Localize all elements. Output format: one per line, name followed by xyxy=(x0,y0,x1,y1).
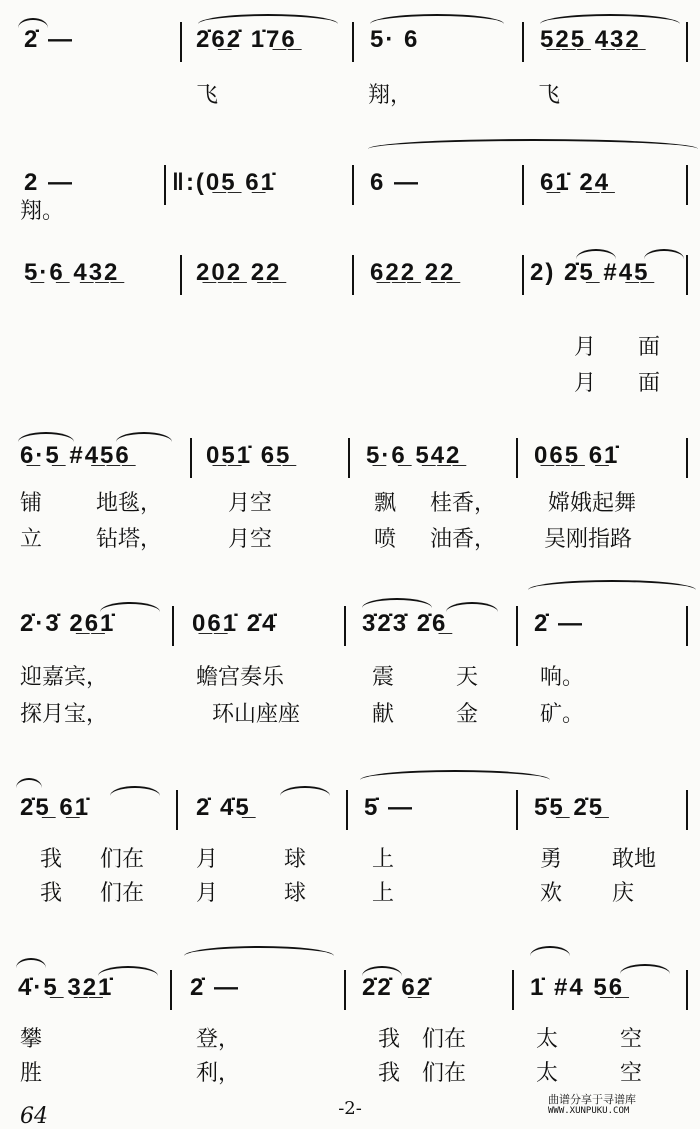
measure: 2̇·3̇ 2̲6̲1̇ xyxy=(20,610,116,637)
lyric: 面 xyxy=(638,371,661,396)
lyric: 响。 xyxy=(540,665,585,690)
slur xyxy=(16,778,42,788)
measure: 2̇5̲ 6̲1̇ xyxy=(20,794,91,821)
slur xyxy=(280,786,330,796)
measure: 6̲1̇ 2̲4̲ xyxy=(540,169,611,196)
lyric: 上 xyxy=(372,847,395,872)
slur xyxy=(16,958,46,968)
lyric: 们在 xyxy=(100,847,145,872)
lyric: 胜 xyxy=(20,1061,43,1086)
measure: 0̲5̲1̇ 6̲5̲ xyxy=(206,442,292,469)
slur xyxy=(18,432,74,442)
lyric-line xyxy=(0,330,700,360)
lyric: 空 xyxy=(620,1027,643,1052)
lyric: 空 xyxy=(620,1061,643,1086)
slur xyxy=(362,598,432,608)
lyric: 嫦娥起舞 xyxy=(548,491,637,516)
measure: 6 — xyxy=(370,169,421,196)
score-system-6 xyxy=(0,790,700,826)
lyric-line xyxy=(0,78,700,108)
measure: 2̇2̇ 6̲2̇ xyxy=(362,974,433,1001)
slur xyxy=(370,14,504,24)
lyric: 登， xyxy=(196,1027,241,1052)
lyric: 地毯， xyxy=(96,491,163,516)
lyric: 们在 xyxy=(422,1027,467,1052)
measure: 5̇5̲ 2̇5̲ xyxy=(534,794,605,821)
measure: 5̲·6̲ 5̲4̲2̲ xyxy=(366,442,462,469)
bar-line xyxy=(172,606,174,646)
lyric: 吴刚指路 xyxy=(544,527,633,552)
lyric: 探月宝， xyxy=(20,702,109,727)
slur xyxy=(576,249,616,259)
bar-line xyxy=(686,22,688,62)
measure: 0̲6̲1̇ 2̇4̇ xyxy=(192,610,278,637)
measure: 5̲·6̲ 4̲3̲2̲ xyxy=(24,259,120,286)
measure: 3̇2̇3̇ 2̇6̲ xyxy=(362,610,448,637)
lyric: 油香， xyxy=(430,527,497,552)
measure: 2̇ 4̇5̲ xyxy=(196,794,251,821)
measure: 2̇ — xyxy=(534,610,585,637)
bar-line xyxy=(170,970,172,1010)
lyric-line xyxy=(0,522,700,552)
lyric-line xyxy=(0,366,700,396)
lyric: 月空 xyxy=(228,527,273,552)
lyric: 球 xyxy=(284,881,307,906)
lyric: 翔， xyxy=(368,83,413,108)
bar-line xyxy=(346,790,348,830)
lyric: 铺 xyxy=(20,491,43,516)
lyric: 上 xyxy=(372,881,395,906)
lyric: 月 xyxy=(574,335,597,360)
bar-line xyxy=(686,255,688,295)
lyric: 月 xyxy=(196,881,219,906)
lyric: 面 xyxy=(638,335,661,360)
lyric: 飞 xyxy=(196,83,219,108)
lyric: 桂香， xyxy=(430,491,497,516)
lyric: 们在 xyxy=(422,1061,467,1086)
slur xyxy=(368,139,698,149)
lyric: 月 xyxy=(574,371,597,396)
bar-line xyxy=(686,438,688,478)
lyric: 我 xyxy=(40,847,63,872)
bar-line xyxy=(344,606,346,646)
bar-line xyxy=(522,255,524,295)
slur xyxy=(530,946,570,956)
lyric: 太 xyxy=(536,1027,559,1052)
slur xyxy=(116,432,172,442)
measure: 2) 2̇5̲ #4̲5̲ xyxy=(530,259,650,286)
lyric-line xyxy=(0,486,700,516)
lyric: 欢 xyxy=(540,881,563,906)
measure: 6̲2̲2̲ 2̲2̲ xyxy=(370,259,456,286)
slur xyxy=(184,946,334,956)
bar-line xyxy=(348,438,350,478)
lyric-line xyxy=(0,1056,700,1086)
lyric: 敢地 xyxy=(612,847,657,872)
lyric: 球 xyxy=(284,847,307,872)
score-system-7 xyxy=(0,970,700,1006)
measure: 6̲·5̲ #4̲5̲6̲ xyxy=(20,442,131,469)
lyric-line xyxy=(0,1022,700,1052)
slur xyxy=(198,14,338,24)
bar-line xyxy=(686,606,688,646)
measure: 2 — xyxy=(24,169,75,196)
slur xyxy=(360,770,550,780)
lyric-line xyxy=(0,876,700,906)
score-system-5 xyxy=(0,606,700,642)
lyric: 太 xyxy=(536,1061,559,1086)
lyric: 勇 xyxy=(540,847,563,872)
bar-line xyxy=(686,970,688,1010)
measure: 4̇·5̲ 3̲2̲1̇ xyxy=(18,974,114,1001)
lyric: 迎嘉宾， xyxy=(20,665,109,690)
score-system-4 xyxy=(0,438,700,474)
bar-line xyxy=(176,790,178,830)
lyric: 庆 xyxy=(612,881,635,906)
bar-line xyxy=(344,970,346,1010)
lyric: 震 xyxy=(372,665,395,690)
measure: ‖:(0̲5̲ 6̲1̇ xyxy=(172,169,276,196)
bar-line xyxy=(352,22,354,62)
lyric-line xyxy=(0,660,700,690)
measure: 2̇ — xyxy=(24,26,75,53)
lyric: 蟾宫奏乐 xyxy=(196,665,285,690)
bar-line xyxy=(180,255,182,295)
lyric: 我 xyxy=(378,1027,401,1052)
page-number: -2- xyxy=(338,1098,362,1119)
bar-line xyxy=(686,790,688,830)
lyric-line xyxy=(0,842,700,872)
lyric: 飞 xyxy=(538,83,561,108)
measure: 0̲6̲5̲ 6̲1̇ xyxy=(534,442,620,469)
bar-line xyxy=(516,606,518,646)
lyric: 立 xyxy=(20,527,43,552)
measure: 5̲2̲5̲ 4̲3̲2̲ xyxy=(540,26,641,53)
measure: 5̇ — xyxy=(364,794,415,821)
bar-line xyxy=(522,22,524,62)
lyric: 献 xyxy=(372,702,395,727)
lyric-line xyxy=(0,194,700,224)
slur xyxy=(528,580,696,590)
watermark-title: 曲谱分享于寻谱库 xyxy=(548,1093,636,1106)
lyric: 攀 xyxy=(20,1027,43,1052)
lyric: 天 xyxy=(456,665,479,690)
bar-line xyxy=(512,970,514,1010)
slur xyxy=(644,249,684,259)
measure: 1̇ #4 5̲6̲ xyxy=(530,974,625,1001)
slur xyxy=(620,964,670,974)
lyric: 喷 xyxy=(374,527,397,552)
lyric-line xyxy=(0,697,700,727)
lyric: 们在 xyxy=(100,881,145,906)
slur xyxy=(446,602,498,612)
lyric: 飘 xyxy=(374,491,397,516)
bar-line xyxy=(516,790,518,830)
bar-line xyxy=(516,438,518,478)
bar-line xyxy=(352,255,354,295)
bar-line xyxy=(180,22,182,62)
score-system-3 xyxy=(0,255,700,291)
lyric: 我 xyxy=(40,881,63,906)
lyric: 金 xyxy=(456,702,479,727)
lyric: 矿。 xyxy=(540,702,585,727)
slur xyxy=(540,14,680,24)
lyric: 月 xyxy=(196,847,219,872)
bar-line xyxy=(190,438,192,478)
watermark-url: WWW.XUNPUKU.COM xyxy=(548,1106,630,1116)
lyric: 翔。 xyxy=(20,199,65,224)
lyric: 利， xyxy=(196,1061,241,1086)
lyric: 环山座座 xyxy=(212,702,301,727)
measure: 2̇6̲2̇ 1̇7̲6̲ xyxy=(196,26,297,53)
measure: 5· 6 xyxy=(370,26,420,53)
measure: 2̇ — xyxy=(190,974,241,1001)
stray-mark: 64 xyxy=(20,1104,48,1129)
slur xyxy=(110,786,160,796)
lyric: 月空 xyxy=(228,491,273,516)
lyric: 我 xyxy=(378,1061,401,1086)
measure: 2̲0̲2̲ 2̲2̲ xyxy=(196,259,282,286)
lyric: 钻塔， xyxy=(96,527,163,552)
score-system-1 xyxy=(0,22,700,58)
